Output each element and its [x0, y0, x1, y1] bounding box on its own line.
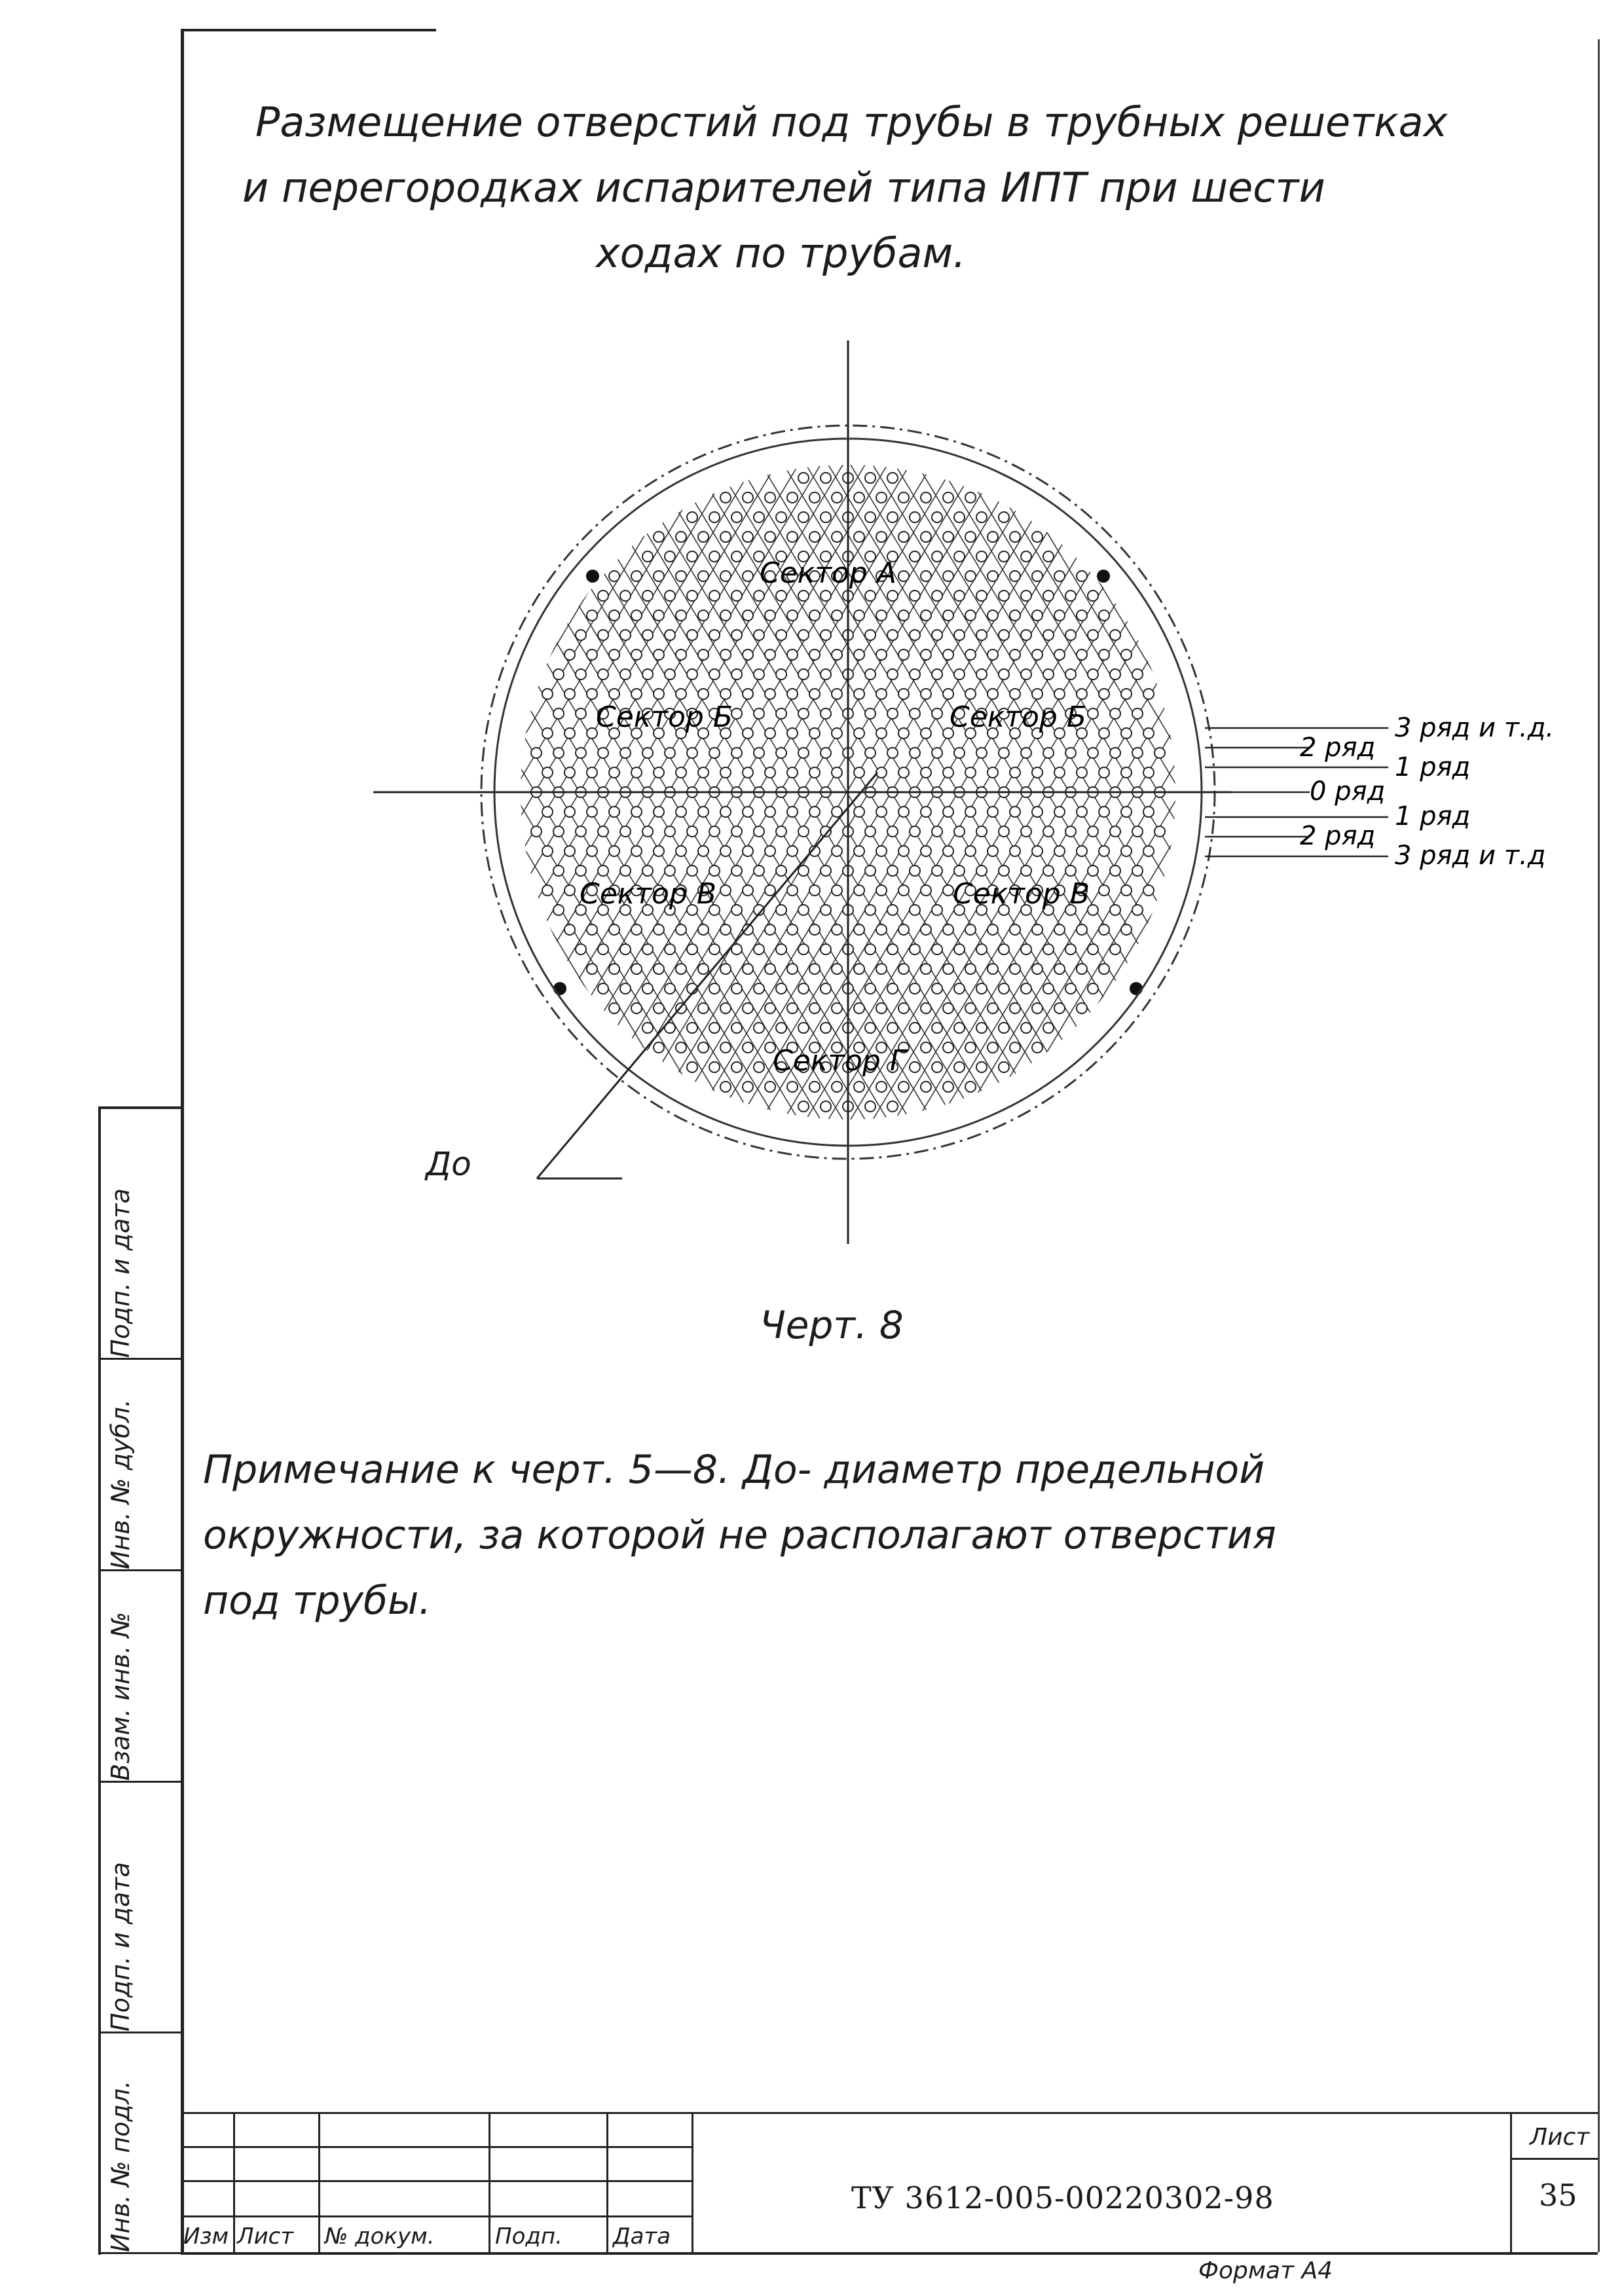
frame-bottom-border: [181, 2252, 1598, 2255]
title-line-2: и перегородках испарителей типа ИПТ при шести: [242, 164, 1325, 211]
sector-v-right-label: Сектор В: [953, 877, 1090, 911]
tb-col-podp: Подп.: [495, 2223, 563, 2250]
row-1-top-label: 1 ряд: [1395, 752, 1471, 782]
frame-right-border: [1598, 39, 1600, 2252]
title-line-1: Размещение отверстий под трубы в трубных решетках: [255, 98, 1448, 146]
row-2-bottom-label: 2 ряд: [1300, 821, 1376, 851]
tb-col-data: Дата: [613, 2223, 671, 2250]
tb-col-doc: № докум.: [325, 2223, 435, 2250]
sector-g-label: Сектор Г: [773, 1044, 906, 1078]
note-line-1: Примечание к черт. 5—8. До- диаметр предельной: [203, 1447, 1265, 1493]
tube-sheet-drawing: [327, 340, 1572, 1290]
side-label-inv-podl: Инв. № подл.: [106, 2080, 135, 2252]
side-label-podp-data-2: Подп. и дата: [106, 1188, 135, 1358]
tb-col-list: Лист: [237, 2223, 294, 2250]
side-cell-inv-podl: [101, 2033, 183, 2254]
sheet-number: 35: [1539, 2178, 1578, 2213]
sector-b-right-label: Сектор Б: [950, 701, 1087, 734]
row-0-label: 0 ряд: [1310, 776, 1386, 807]
frame-top-border: [181, 29, 436, 31]
side-label-podp-data-1: Подп. и дата: [106, 1862, 135, 2032]
row-3-top-label: 3 ряд и т.д.: [1395, 713, 1555, 743]
sheet-label: Лист: [1530, 2124, 1590, 2151]
side-cell-inv-dubl: [101, 1360, 183, 1571]
note-line-2: окружности, за которой не располагают отверстия: [203, 1512, 1276, 1558]
row-3-bottom-label: 3 ряд и т.д: [1395, 841, 1546, 871]
sector-v-left-label: Сектор В: [580, 877, 717, 911]
side-stamp: [98, 1106, 183, 2255]
row-1-bottom-label: 1 ряд: [1395, 801, 1471, 831]
side-cell-podp-data-2: [101, 1109, 183, 1360]
side-label-vzam-inv: Взам. инв. №: [106, 1611, 135, 1781]
side-cell-vzam-inv: [101, 1571, 183, 1783]
tb-col-izm: Изм: [183, 2223, 229, 2250]
drawing-caption: Черт. 8: [760, 1303, 904, 1347]
side-label-inv-dubl: Инв. № дубл.: [106, 1399, 135, 1569]
note-line-3: под трубы.: [203, 1578, 432, 1624]
title-line-3: ходах по трубам.: [596, 229, 966, 277]
document-code: ТУ 3612-005-00220302-98: [851, 2180, 1274, 2215]
tube-hole-pattern: [327, 340, 1572, 1290]
row-2-top-label: 2 ряд: [1300, 733, 1376, 763]
side-cell-podp-data-1: [101, 1783, 183, 2033]
do-label: До: [426, 1145, 471, 1183]
do-leader-line: [537, 773, 877, 1178]
sector-a-label: Сектор А: [760, 556, 896, 590]
format-label: Формат А4: [1198, 2257, 1333, 2284]
sector-b-left-label: Сектор Б: [596, 701, 733, 734]
